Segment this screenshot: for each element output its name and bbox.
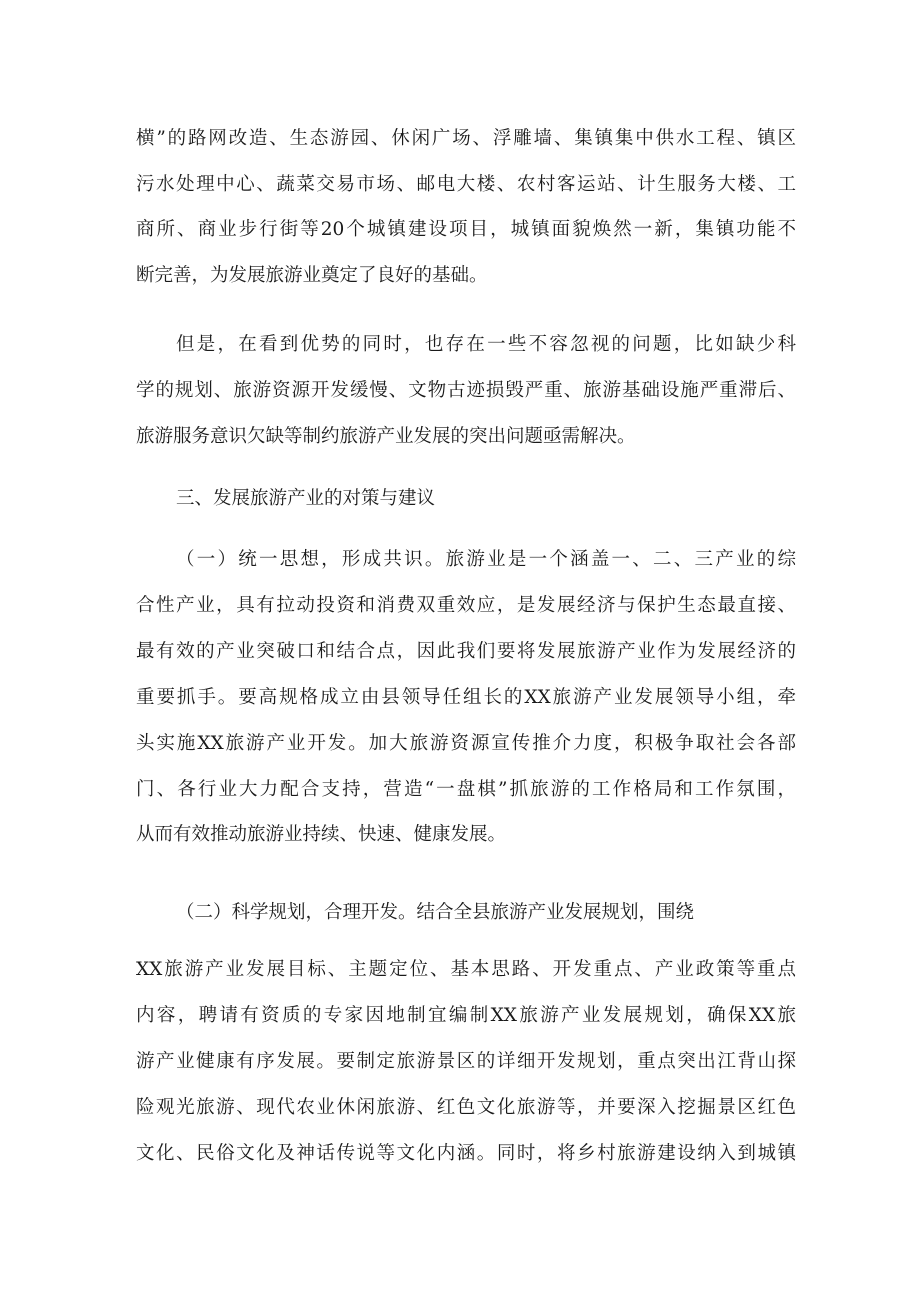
- paragraph-line: 断完善，为发展旅游业奠定了良好的基础。: [136, 265, 488, 286]
- section-heading: 三、发展旅游产业的对策与建议: [176, 488, 436, 509]
- paragraph-line: 头实施XX旅游产业开发。加大旅游资源宣传推介力度，积极争取社会各部: [136, 733, 796, 754]
- paragraph-line: 横”的路网改造、生态游园、休闲广场、浮雕墙、集镇集中供水工程、镇区: [136, 128, 796, 149]
- paragraph-line: 最有效的产业突破口和结合点，因此我们要将发展旅游产业作为发展经济的: [136, 641, 796, 662]
- paragraph-line: 商所、商业步行街等20个城镇建设项目，城镇面貌焕然一新，集镇功能不: [136, 219, 796, 240]
- paragraph-line: 门、各行业大力配合支持，营造“一盘棋”抓旅游的工作格局和工作氛围，: [136, 779, 796, 800]
- paragraph-line: 旅游服务意识欠缺等制约旅游产业发展的突出问题亟需解决。: [136, 426, 636, 447]
- paragraph-line: 合性产业，具有拉动投资和消费双重效应，是发展经济与保护生态最直接、: [136, 595, 796, 616]
- paragraph-line: 但是，在看到优势的同时，也存在一些不容忽视的问题，比如缺少科: [176, 334, 796, 355]
- paragraph-line: 重要抓手。要高规格成立由县领导任组长的XX旅游产业发展领导小组，牵: [136, 687, 796, 708]
- paragraph-line: （二）科学规划，合理开发。结合全县旅游产业发展规划，围绕: [176, 902, 695, 923]
- paragraph-line: 文化、民俗文化及神话传说等文化内涵。同时，将乡村旅游建设纳入到城镇: [136, 1143, 796, 1164]
- paragraph-line: 学的规划、旅游资源开发缓慢、文物古迹损毁严重、旅游基础设施严重滞后、: [136, 380, 796, 401]
- paragraph-line: 污水处理中心、蔬菜交易市场、邮电大楼、农村客运站、计生服务大楼、工: [136, 174, 796, 195]
- paragraph-line: 险观光旅游、现代农业休闲旅游、红色文化旅游等，并要深入挖掘景区红色: [136, 1097, 796, 1118]
- paragraph-line: 内容，聘请有资质的专家因地制宜编制XX旅游产业发展规划，确保XX旅: [136, 1005, 796, 1026]
- paragraph-line: 游产业健康有序发展。要制定旅游景区的详细开发规划，重点突出江背山探: [136, 1051, 796, 1072]
- paragraph-line: 从而有效推动旅游业持续、快速、健康发展。: [136, 824, 507, 845]
- paragraph-line: XX旅游产业发展目标、主题定位、基本思路、开发重点、产业政策等重点: [136, 959, 796, 980]
- paragraph-line: （一）统一思想，形成共识。旅游业是一个涵盖一、二、三产业的综: [176, 549, 796, 570]
